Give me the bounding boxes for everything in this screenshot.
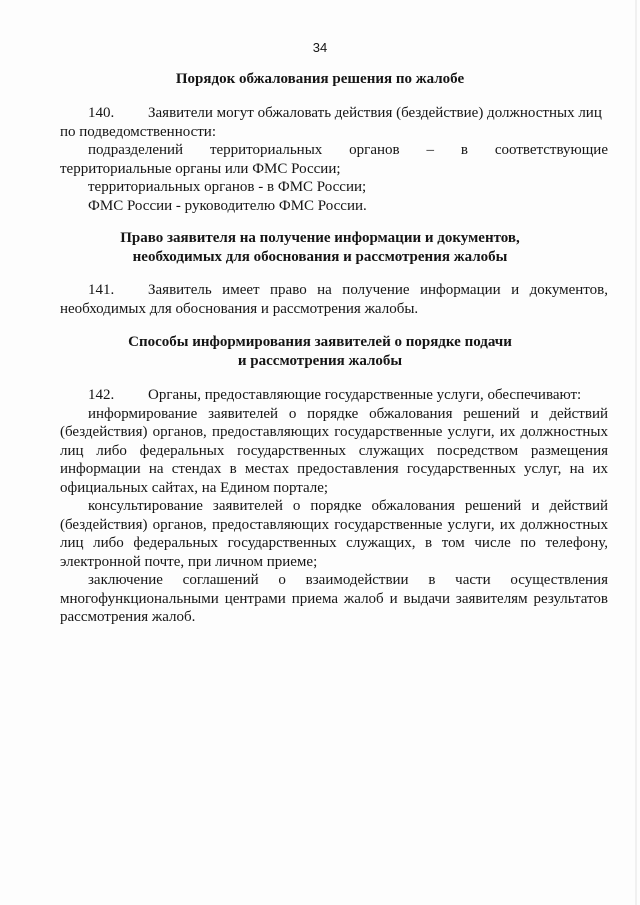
paragraph-text-continuation: по подведомственности: (60, 123, 216, 140)
list-item: консультирование заявителей о порядке обжалования решений и действий (бездействия) органов, предоставляющих государственные услуги, их должностных лиц либо федеральных государственных служащих, в том числе по телефону, электронной почте, при личном приеме; (60, 498, 608, 570)
paragraph-141 (60, 281, 608, 318)
list-item: информирование заявителей о порядке обжалования решений и действий (бездействия) органов, предоставляющих государственные услуги, их должностных лиц либо федеральных государственных служащих посредством размещения информации на стендах в местах предоставления государственных услуг, на их официальных сайтах, на Едином портале; (60, 405, 608, 496)
paragraph-140 (60, 104, 608, 123)
heading-line: Порядок обжалования решения по жалобе (175, 71, 465, 87)
section-heading-appeal-procedure (60, 70, 580, 89)
list-item: подразделений территориальных органов – в соответствующие (88, 142, 608, 158)
section-body-right-to-information (60, 281, 608, 318)
section-body-appeal-procedure (60, 104, 608, 215)
paragraph-number: 140. (88, 105, 115, 121)
list-item: ФМС России - руководителю ФМС России. (88, 197, 367, 214)
heading-line: Право заявителя на получение информации и документов, (120, 230, 520, 246)
paragraph-number: 142. (88, 387, 115, 403)
heading-line: необходимых для обоснования и рассмотрения жалобы (132, 249, 508, 265)
paragraph-text: Заявители могут обжаловать действия (бездействие) должностных лиц (148, 105, 602, 121)
paragraph-text: Заявитель имеет право на получение информации и документов, необходимых для обоснования и рассмотрения жалобы. (60, 282, 608, 317)
page-edge (635, 0, 637, 905)
list-item: территориальные органы или ФМС России; (60, 160, 341, 177)
paragraph-number: 141. (88, 282, 115, 298)
paragraph-text: Органы, предоставляющие государственные услуги, обеспечивают: (148, 387, 582, 403)
section-body-informing-methods (60, 386, 608, 627)
heading-line: Способы информирования заявителей о порядке подачи (128, 334, 512, 350)
section-heading-right-to-information (60, 229, 580, 267)
list-item: заключение соглашений о взаимодействии в части осуществления многофункциональными центрами приема жалоб и выдачи заявителям результатов рассмотрения жалоб. (60, 572, 608, 625)
page-number: 34 (312, 40, 328, 55)
paragraph-142 (60, 386, 608, 405)
list-item: территориальных органов - в ФМС России; (88, 179, 367, 195)
section-heading-informing-methods (60, 333, 580, 371)
heading-line: и рассмотрения жалобы (237, 353, 403, 369)
